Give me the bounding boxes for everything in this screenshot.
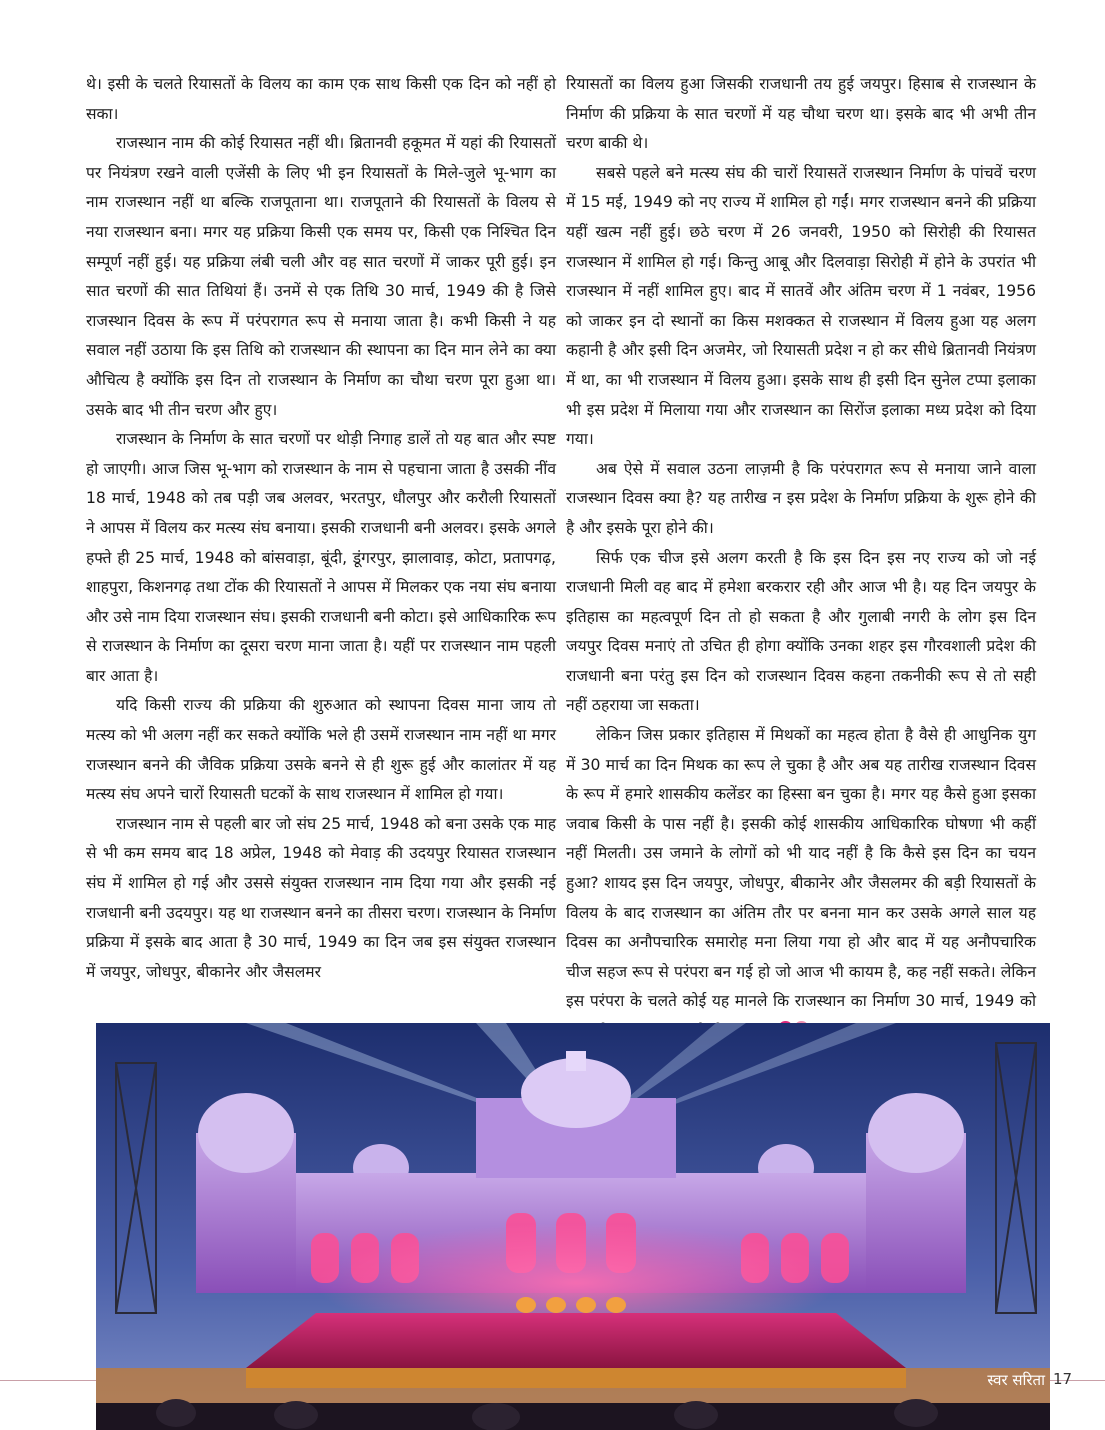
paragraph: सिर्फ एक चीज इसे अलग करती है कि इस दिन इस नए राज्य को जो नई राजधानी मिली वह बाद में हमेशा बरकरार रही और आज भी है। यह दिन जयपुर के इतिहास का महत्वपूर्ण दिन तो हो सकता है और गुलाबी नगरी के लोग इस दिन जयपुर दिवस मनाएं तो उचित ही होगा क्योंकि उनका शहर इस गौरवशाली प्रदेश की राजधानी बना परंतु इस दिन को राजस्थान दिवस कहना तकनीकी रूप से तो सही नहीं ठहराया जा सकता।	[566, 548, 1036, 715]
paragraph-text: लेकिन जिस प्रकार इतिहास में मिथकों का महत्व होता है वैसे ही आधुनिक युग में 30 मार्च का दिन मिथक का रूप ले चुका है और अब यह तारीख राजस्थान दिवस के रूप में हमारे शासकीय कलेंडर का हिस्सा बन चुका है। मगर यह कैसे हुआ इसका जवाब किसी के पास नहीं है। इसकी कोई शासकीय आधिकारिक घोषणा भी कहीं नहीं मिलती। उस जमाने के लोगों को भी याद नहीं है कि कैसे इस दिन का चयन हुआ? शायद इस दिन जयपुर, जोधपुर, बीकानेर और जैसलमर की बड़ी रियासतों के विलय के बाद राजस्थान का अंतिम तौर पर बनना मान कर उसके अगले साल यह दिवस का अनौपचारिक समारोह मना लिया गया हो और बाद में यह अनौपचारिक चीज सहज रूप से परंपरा बन गई हो जो आज भी कायम है, कह नहीं सकते। लेकिन इस परंपरा के चलते कोई यह मानले कि राजस्थान का निर्माण 30 मार्च, 1949 को	[566, 726, 1036, 1011]
paragraph: रियासतों का विलय हुआ जिसकी राजधानी तय हुई जयपुर। हिसाब से राजस्थान के निर्माण की प्रक्रिया के सात चरणों में यह चौथा चरण था। इसके बाद भी अभी तीन चरण बाकी थे।	[566, 75, 1036, 153]
paragraph: राजस्थान नाम की कोई रियासत नहीं थी। ब्रितानवी हकूमत में यहां की रियासतों पर नियंत्रण रखने वाली एजेंसी के लिए भी इन रियासतों के मिले-जुले भू-भाग का नाम राजस्थान नहीं था बल्कि राजपूताना था। राजपूताने की रियासतों के विलय से नया राजस्थान बना। मगर यह प्रक्रिया किसी एक समय पर, किसी एक निश्चित दिन सम्पूर्ण नहीं हुई। यह प्रक्रिया लंबी चली और वह सात चरणों में जाकर पूरी हुई। इन सात चरणों की सात तिथियां हैं। उनमें से एक तिथि 30 मार्च, 1949 की है जिसे राजस्थान दिवस के रूप में परंपरागत रूप से मनाया जाता है। कभी किसी ने यह सवाल नहीं उठाया कि इस तिथि को राजस्थान की स्थापना का दिन मान लेने का क्या औचित्य है क्योंकि इस दिन तो राजस्थान के निर्माण का चौथा चरण पूरा हुआ था। उसके बाद भी तीन चरण और हुए।	[86, 134, 556, 419]
paragraph: थे। इसी के चलते रियासतों के विलय का काम एक साथ किसी एक दिन को नहीं हो सका।	[86, 75, 556, 123]
footer-rule	[0, 1380, 96, 1381]
right-column	[566, 70, 1036, 1047]
paragraph: राजस्थान के निर्माण के सात चरणों पर थोड़ी निगाह डालें तो यह बात और स्पष्ट हो जाएगी। आज जिस भू-भाग को राजस्थान के नाम से पहचाना जाता है उसकी नींव 18 मार्च, 1948 को तब पड़ी जब अलवर, भरतपुर, धौलपुर और करौली रियासतों ने आपस में विलय कर मत्स्य संघ बनाया। इसकी राजधानी बनी अलवर। इसके अगले हफ्ते ही 25 मार्च, 1948 को बांसवाड़ा, बूंदी, डूंगरपुर, झालावाड़, कोटा, प्रतापगढ़, शाहपुरा, किशनगढ़ तथा टोंक की रियासतों ने आपस में मिलकर एक नया संघ बनाया और उसे नाम दिया राजस्थान संघ। इसकी राजधानी बनी कोटा। इसे आधिकारिक रूप से राजस्थान के निर्माण का दूसरा चरण माना जाता है। यहीं पर राजस्थान नाम पहली बार आता है।	[86, 430, 556, 685]
paragraph-last	[566, 721, 1036, 1047]
left-column	[86, 70, 556, 987]
paragraph: सबसे पहले बने मत्स्य संघ की चारों रियासतें राजस्थान निर्माण के पांचवें चरण में 15 मई, 1949 को नए राज्य में शामिल हो गईं। मगर राजस्थान बनने की प्रक्रिया यहीं खत्म नहीं हुई। छठे चरण में 26 जनवरी, 1950 को सिरोही की रियासत राजस्थान में शामिल हो गई। किन्तु आबू और दिलवाड़ा सिरोही में होने के उपरांत भी राजस्थान में नहीं शामिल हुए। बाद में सातवें और अंतिम चरण में 1 नवंबर, 1956 को जाकर इन दो स्थानों का किस मशक्कत से राजस्थान में विलय हुआ यह अलग कहानी है और इसी दिन अजमेर, जो रियासती प्रदेश न हो कर सीधे ब्रितानवी नियंत्रण में था, का भी राजस्थान में विलय हुआ। इसके साथ ही इसी दिन सुनेल टप्पा इलाका भी इस प्रदेश में मिलाया गया और राजस्थान का सिरोंज इलाका मध्य प्रदेश को दिया गया।	[566, 163, 1036, 449]
event-photo	[96, 1023, 1050, 1430]
paragraph: अब ऐसे में सवाल उठना लाज़मी है कि परंपरागत रूप से मनाया जाने वाला राजस्थान दिवस क्या है? यह तारीख न इस प्रदेश के निर्माण प्रक्रिया के शुरू होने की है और इसके पूरा होने की।	[566, 459, 1036, 537]
magazine-name: स्वर सरिता	[987, 1371, 1045, 1389]
paragraph: यदि किसी राज्य की प्रक्रिया की शुरुआत को स्थापना दिवस माना जाय तो मत्स्य को भी अलग नहीं कर सकते क्योंकि भले ही उसमें राजस्थान नाम नहीं था मगर राजस्थान बनने की जैविक प्रक्रिया उसके बनने से ही शुरू हुई और कालांतर में यह मत्स्य संघ अपने चारों रियासती घटकों के साथ राजस्थान में शामिल हो गया।	[86, 696, 556, 804]
page-number: 17	[1053, 1370, 1073, 1388]
paragraph: राजस्थान नाम से पहली बार जो संघ 25 मार्च, 1948 को बना उसके एक माह से भी कम समय बाद 18 अप्रेल, 1948 को मेवाड़ की उदयपुर रियासत राजस्थान संघ में शामिल हो गई और उससे संयुक्त राजस्थान नाम दिया गया और इसकी नई राजधानी बनी उदयपुर। यह था राजस्थान बनने का तीसरा चरण। राजस्थान के निर्माण प्रक्रिया में इसके बाद आता है 30 मार्च, 1949 का दिन जब इस संयुक्त राजस्थान में जयपुर, जोधपुर, बीकानेर और जैसलमर	[86, 814, 556, 981]
